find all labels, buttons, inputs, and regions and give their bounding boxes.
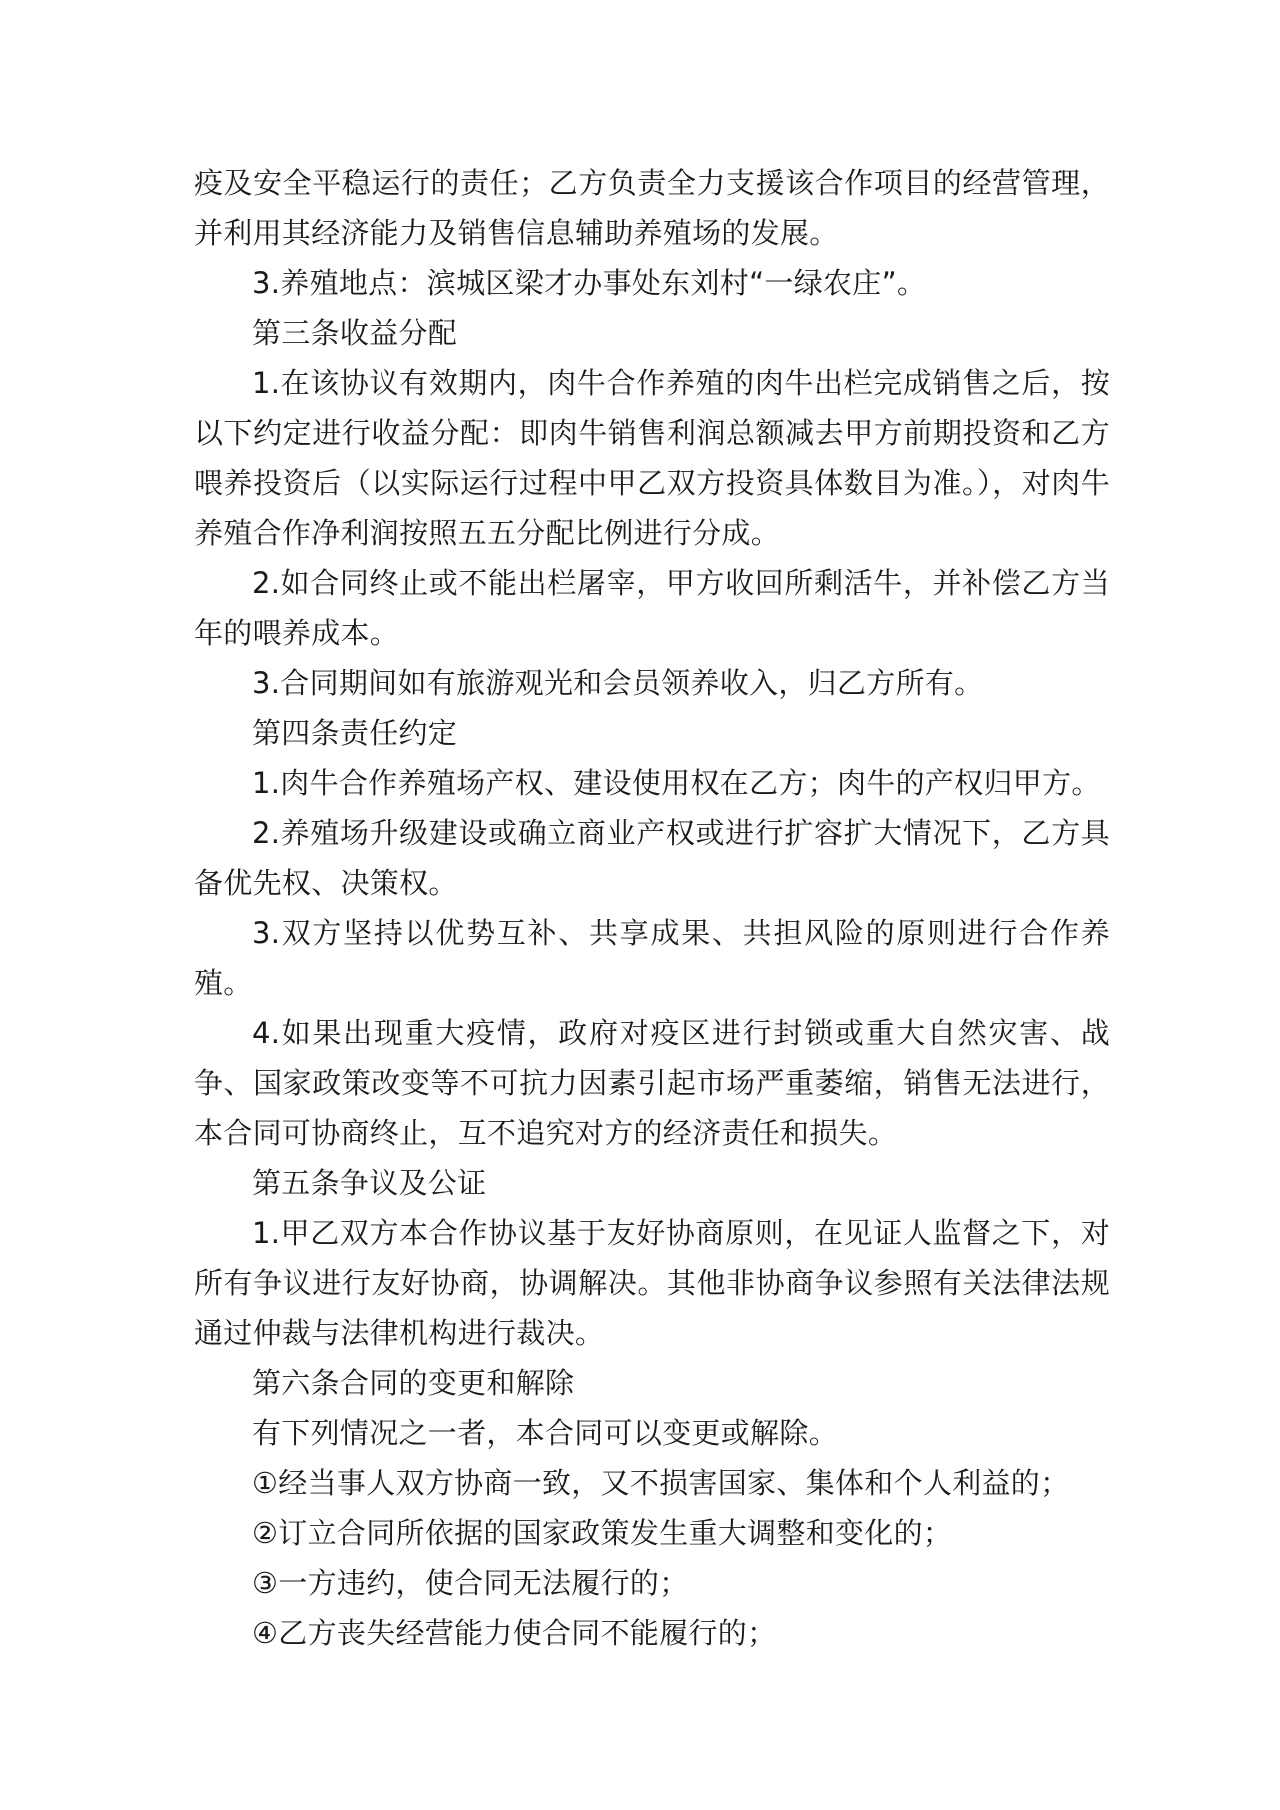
paragraph: 1.肉牛合作养殖场产权、建设使用权在乙方；肉牛的产权归甲方。 bbox=[252, 766, 1101, 800]
paragraph: 3.合同期间如有旅游观光和会员领养收入，归乙方所有。 bbox=[252, 666, 984, 700]
paragraph: 2.如合同终止或不能出栏屠宰，甲方收回所剩活牛，并补偿乙方当年的喂养成本。 bbox=[194, 566, 1110, 650]
section-heading: 第四条责任约定 bbox=[252, 716, 458, 750]
paragraph: 1.甲乙双方本合作协议基于友好协商原则，在见证人监督之下，对所有争议进行友好协商，协调解决。其他非协商争议参照有关法律法规通过仲裁与法律机构进行裁决。 bbox=[194, 1216, 1110, 1350]
paragraph: 有下列情况之一者，本合同可以变更或解除。 bbox=[252, 1416, 839, 1450]
paragraph: 2.养殖场升级建设或确立商业产权或进行扩容扩大情况下，乙方具备优先权、决策权。 bbox=[194, 816, 1110, 900]
list-item: ③一方违约，使合同无法履行的； bbox=[252, 1566, 689, 1600]
list-item: ④乙方丧失经营能力使合同不能履行的； bbox=[252, 1616, 777, 1650]
paragraph: 3.养殖地点：滨城区梁才办事处东刘村“一绿农庄”。 bbox=[252, 266, 927, 300]
list-item: ②订立合同所依据的国家政策发生重大调整和变化的； bbox=[252, 1516, 953, 1550]
section-heading: 第六条合同的变更和解除 bbox=[252, 1366, 575, 1400]
section-heading: 第五条争议及公证 bbox=[252, 1166, 487, 1200]
list-item: ①经当事人双方协商一致，又不损害国家、集体和个人利益的； bbox=[252, 1466, 1070, 1500]
section-heading: 第三条收益分配 bbox=[252, 316, 458, 350]
paragraph: 4.如果出现重大疫情，政府对疫区进行封锁或重大自然灾害、战争、国家政策改变等不可抗力因素引起市场严重萎缩，销售无法进行，本合同可协商终止，互不追究对方的经济责任和损失。 bbox=[194, 1016, 1110, 1150]
paragraph: 1.在该协议有效期内，肉牛合作养殖的肉牛出栏完成销售之后，按以下约定进行收益分配：即肉牛销售利润总额减去甲方前期投资和乙方喂养投资后（以实际运行过程中甲乙双方投资具体数目为准。），对肉牛养殖合作净利润按照五五分配比例进行分成。 bbox=[194, 366, 1110, 550]
document-page bbox=[194, 158, 1110, 1658]
paragraph: 3.双方坚持以优势互补、共享成果、共担风险的原则进行合作养殖。 bbox=[194, 916, 1110, 1000]
paragraph: 疫及安全平稳运行的责任；乙方负责全力支援该合作项目的经营管理，并利用其经济能力及销售信息辅助养殖场的发展。 bbox=[194, 166, 1110, 250]
